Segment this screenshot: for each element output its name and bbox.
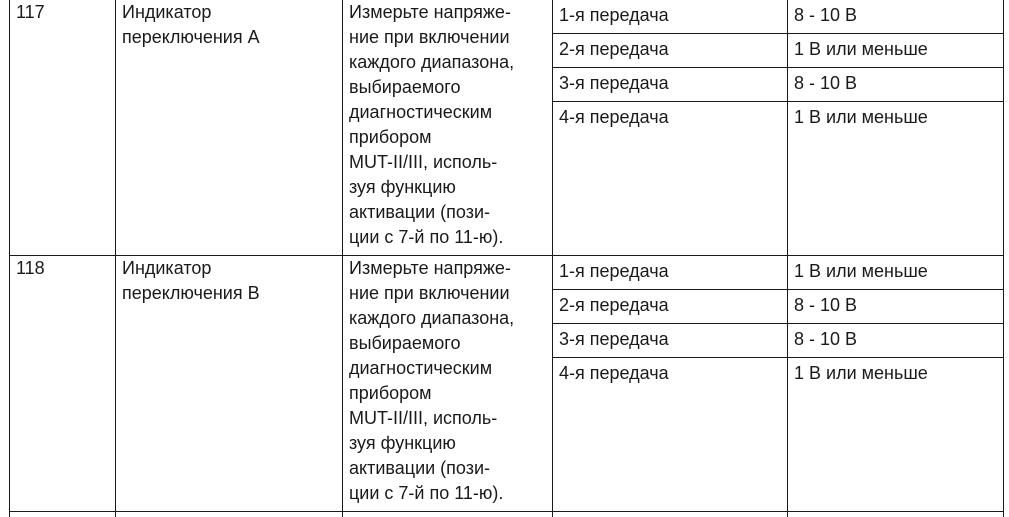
signal-name-line: переключения А bbox=[122, 25, 342, 50]
voltage-cell: 8 - 10 В bbox=[788, 324, 1004, 358]
gear-cell: 3-я передача bbox=[553, 68, 788, 102]
gear-cell: 4-я передача bbox=[553, 358, 788, 512]
method-line: активации (пози- bbox=[349, 456, 552, 481]
voltage-cell: 1 В или меньше bbox=[788, 358, 1004, 512]
method-line: выбираемого bbox=[349, 331, 552, 356]
gear-cell: 2-я передача bbox=[553, 34, 788, 68]
method-line: диагностическим bbox=[349, 100, 552, 125]
method-line: прибором bbox=[349, 381, 552, 406]
method-line: ции с 7-й по 11-ю). bbox=[349, 225, 552, 250]
method-line: Измерьте напряже- bbox=[349, 256, 552, 281]
empty-cell bbox=[788, 512, 1004, 517]
table-row bbox=[10, 256, 1004, 290]
signal-name-cell bbox=[116, 0, 343, 256]
pin-number: 117 bbox=[16, 2, 45, 22]
signal-name-line: Индикатор bbox=[122, 0, 342, 25]
voltage-cell: 1 В или меньше bbox=[788, 102, 1004, 256]
method-line: зуя функцию bbox=[349, 175, 552, 200]
pin-number: 118 bbox=[16, 258, 45, 278]
method-line: зуя функцию bbox=[349, 431, 552, 456]
signal-name-line: переключения В bbox=[122, 281, 342, 306]
method-line: ние при включении bbox=[349, 25, 552, 50]
voltage-cell: 1 В или меньше bbox=[788, 256, 1004, 290]
gear-cell: 2-я передача bbox=[553, 290, 788, 324]
method-line: диагностическим bbox=[349, 356, 552, 381]
terminal-check-table bbox=[9, 0, 1004, 517]
method-line: Измерьте напряже- bbox=[349, 0, 552, 25]
empty-cell bbox=[343, 512, 553, 517]
gear-cell: 1-я передача bbox=[553, 256, 788, 290]
method-line: ние при включении bbox=[349, 281, 552, 306]
signal-name-cell bbox=[116, 256, 343, 512]
gear-cell: 3-я передача bbox=[553, 324, 788, 358]
table-row bbox=[10, 512, 1004, 517]
voltage-cell: 1 В или меньше bbox=[788, 34, 1004, 68]
method-line: MUT-II/III, исполь- bbox=[349, 406, 552, 431]
method-line: каждого диапазона, bbox=[349, 306, 552, 331]
voltage-cell: 8 - 10 В bbox=[788, 68, 1004, 102]
method-line: MUT-II/III, исполь- bbox=[349, 150, 552, 175]
method-line: прибором bbox=[349, 125, 552, 150]
method-cell bbox=[343, 256, 553, 512]
empty-cell bbox=[116, 512, 343, 517]
empty-cell bbox=[553, 512, 788, 517]
voltage-cell: 8 - 10 В bbox=[788, 290, 1004, 324]
pin-number-cell bbox=[10, 0, 116, 256]
method-line: активации (пози- bbox=[349, 200, 552, 225]
empty-cell bbox=[10, 512, 116, 517]
method-cell bbox=[343, 0, 553, 256]
pin-number-cell bbox=[10, 256, 116, 512]
gear-cell: 4-я передача bbox=[553, 102, 788, 256]
method-line: ции с 7-й по 11-ю). bbox=[349, 481, 552, 506]
table-row bbox=[10, 0, 1004, 34]
gear-cell: 1-я передача bbox=[553, 0, 788, 34]
voltage-cell: 8 - 10 В bbox=[788, 0, 1004, 34]
method-line: каждого диапазона, bbox=[349, 50, 552, 75]
method-line: выбираемого bbox=[349, 75, 552, 100]
signal-name-line: Индикатор bbox=[122, 256, 342, 281]
